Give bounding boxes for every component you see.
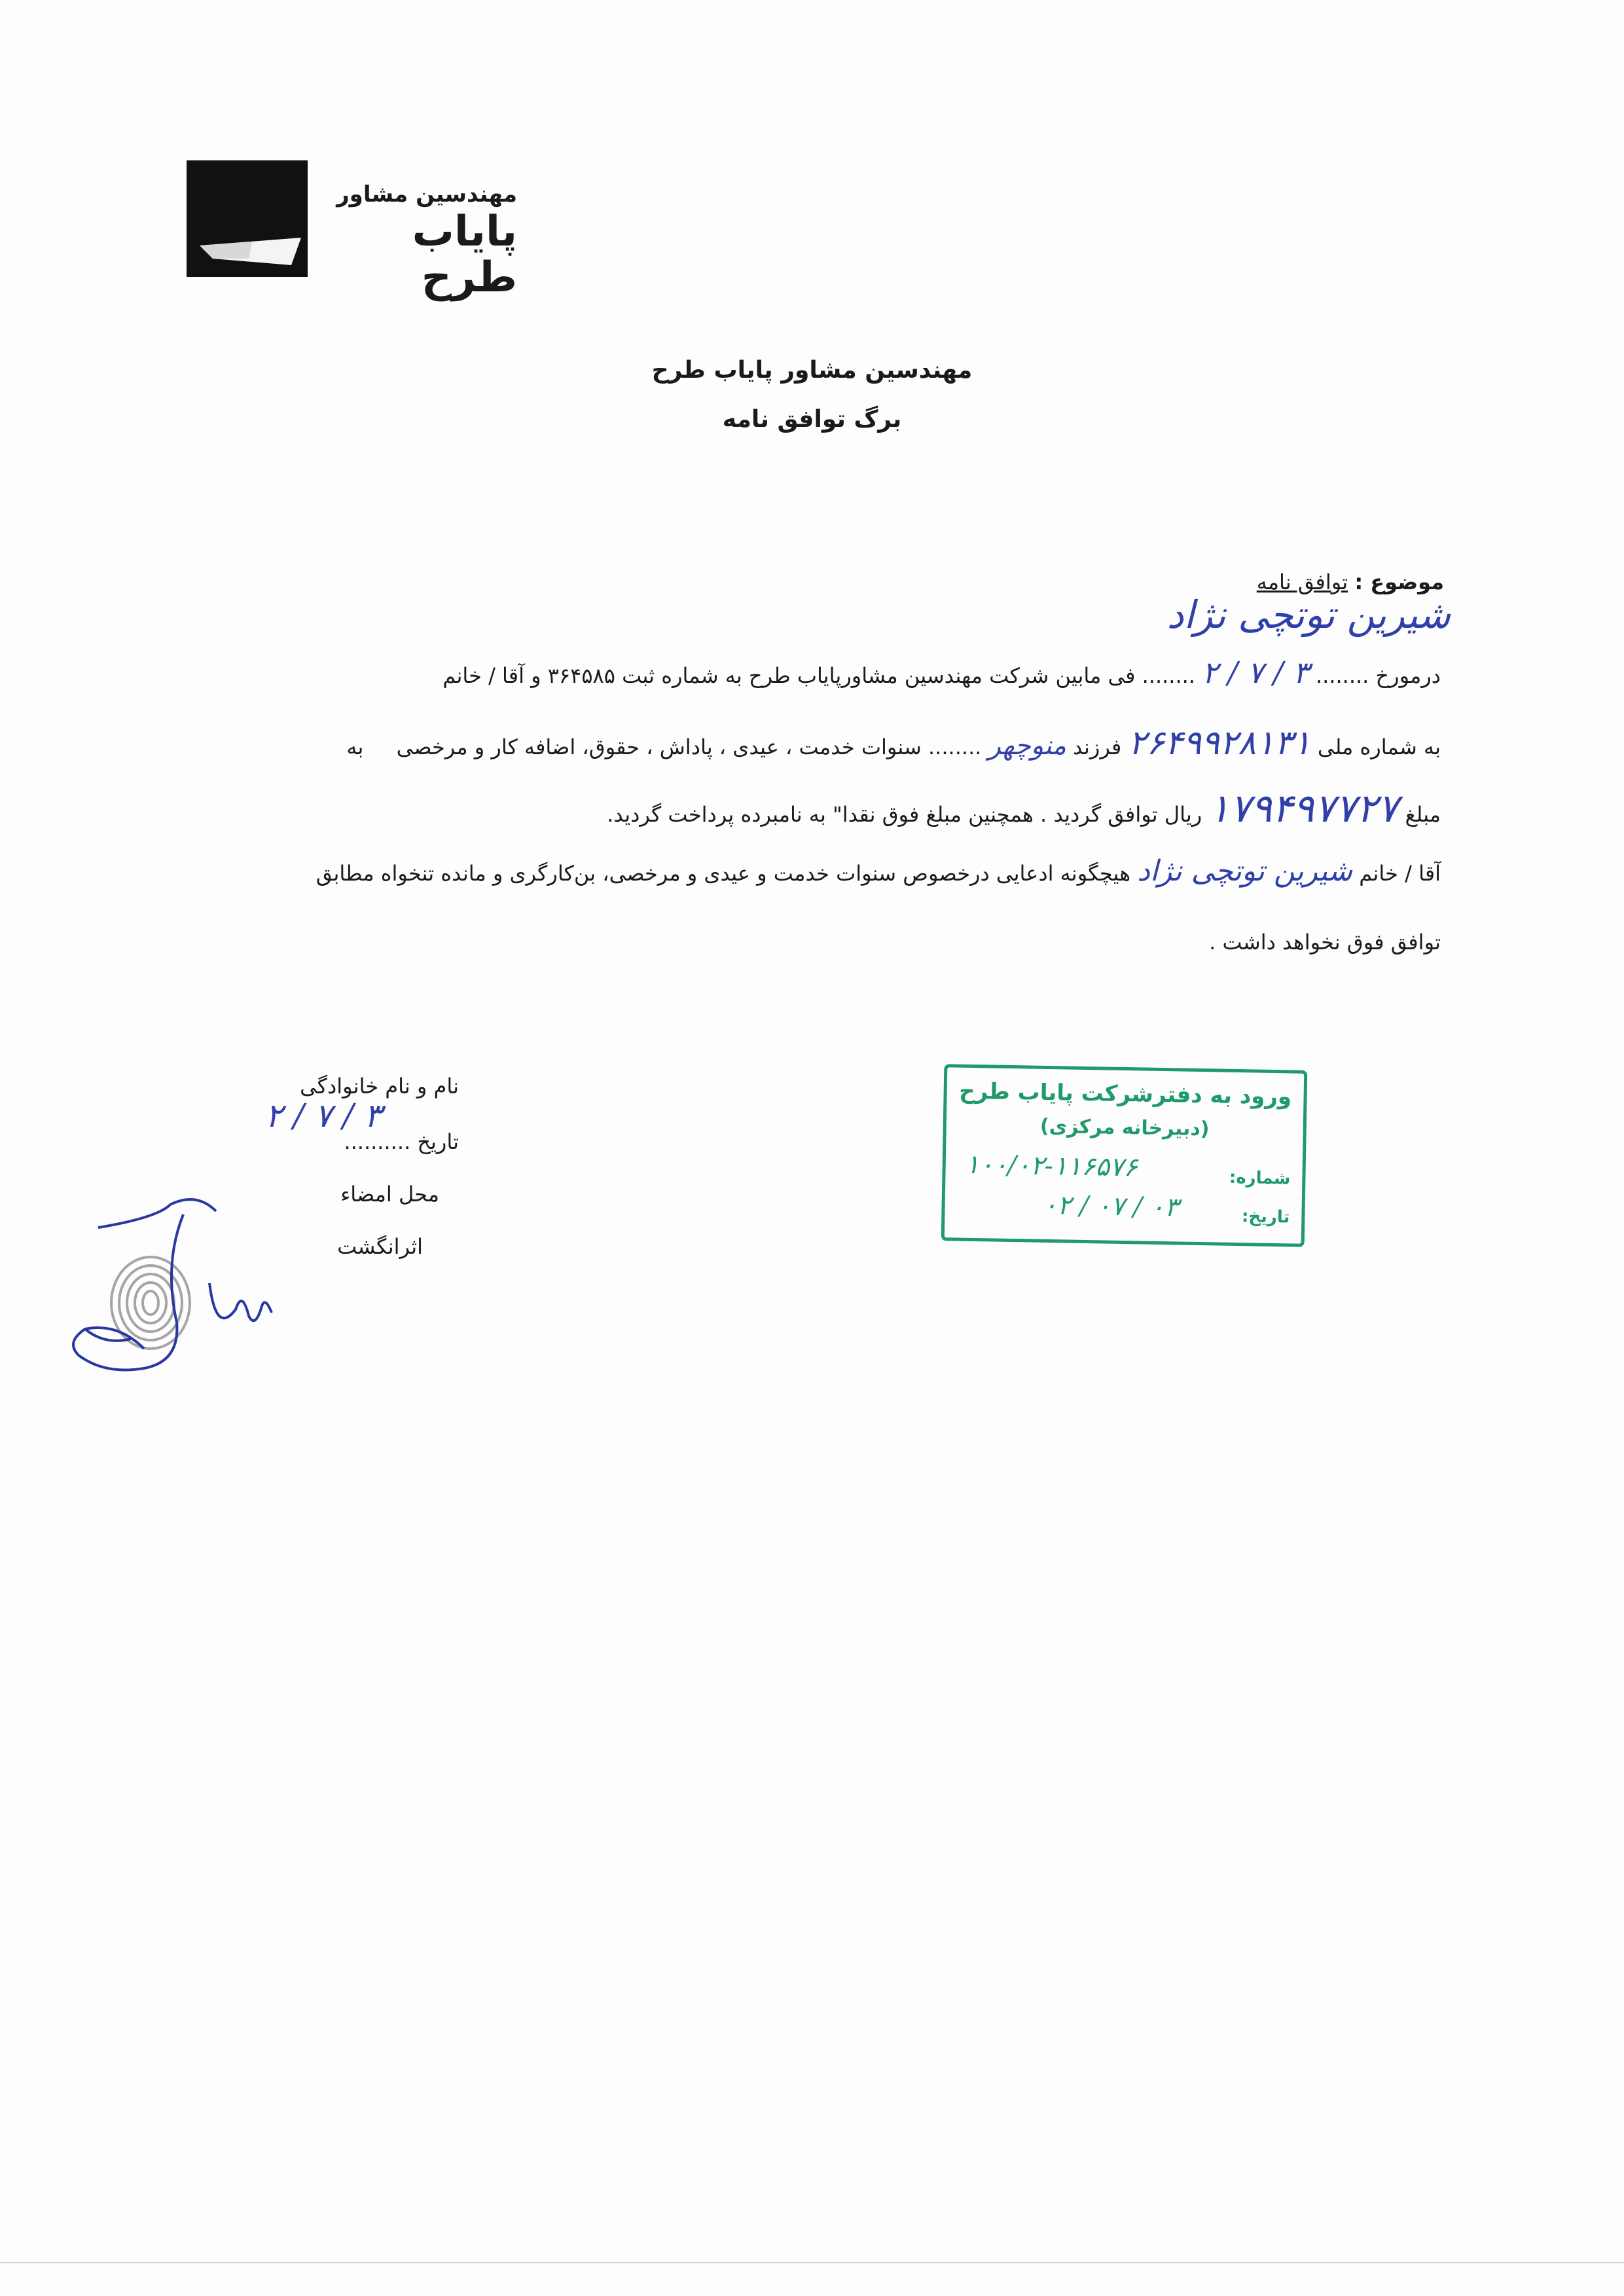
stamp-number-label: شماره: <box>1229 1167 1291 1189</box>
handwritten-father-name: منوچهر <box>988 731 1066 761</box>
line3-text: ریال توافق گردید . همچنین مبلغ فوق نقدا" به نامبرده پرداخت گردید. <box>607 802 1202 827</box>
scan-edge-line <box>0 2262 1624 2263</box>
handwritten-name-2: شیرین توتچی نژاد <box>1137 854 1353 888</box>
logo-line-2: پایاب طرح <box>412 208 517 302</box>
signature-fingerprint-drawing <box>65 1165 281 1394</box>
signature-date-label: تاریخ <box>417 1129 459 1154</box>
handwritten-date-1: ۳ / ۷ / ۲ <box>1202 655 1309 690</box>
line3-prefix: مبلغ <box>1405 802 1441 827</box>
line1-prefix: درمورخ <box>1375 663 1441 688</box>
line2-suffix: به <box>346 735 364 759</box>
line2-prefix: به شماره ملی <box>1317 735 1441 759</box>
document-subtitle: برگ توافق نامه <box>722 406 902 433</box>
handwritten-national-id: ۲۶۴۹۹۲۸۱۳۱ <box>1128 723 1311 763</box>
line4-text: هیچگونه ادعایی درخصوص سنوات خدمت و عیدی و مرخصی، بن‌کارگری و مانده تنخواه مطابق <box>316 861 1131 886</box>
subject-line <box>1257 570 1444 594</box>
body-line-2 <box>346 723 1441 763</box>
fingerprint-label: اثرانگشت <box>337 1234 423 1259</box>
line1-text: فی مابین شرکت مهندسین مشاورپایاب طرح به شماره ثبت ۳۶۴۵۸۵ و آقا / خانم <box>442 663 1136 688</box>
subject-label: موضوع : <box>1354 570 1444 594</box>
name-label: نام و نام خانوادگی <box>300 1074 459 1099</box>
line1-dots: ........ <box>1315 663 1369 688</box>
body-line-4 <box>316 854 1441 888</box>
sign-place-label: محل امضاء <box>340 1182 439 1207</box>
registry-stamp <box>941 1064 1308 1247</box>
company-logo-mark <box>187 160 308 277</box>
stamp-date-value: ۰۳ / ۰۷ / ۰۲ <box>1043 1190 1179 1223</box>
line2-child: فرزند <box>1073 735 1122 759</box>
handwritten-signature-date: ۳ / ۷ / ۲ <box>265 1097 382 1135</box>
subject-value: توافق نامه <box>1256 570 1348 594</box>
line4-prefix: آقا / خانم <box>1359 861 1441 886</box>
company-logo-text <box>321 180 517 301</box>
logo-line-1: مهندسین مشاور <box>336 181 517 208</box>
stamp-subtitle: (دبیرخانه مرکزی) <box>1039 1114 1210 1141</box>
line2-dots: ........ <box>928 735 982 759</box>
body-line-3 <box>607 786 1441 831</box>
stamp-number-value: ۱۰۰/۰۲-۱۱۶۵۷۶ <box>965 1149 1138 1183</box>
body-line-1 <box>442 655 1441 690</box>
stamp-date-label: تاریخ: <box>1241 1207 1290 1228</box>
handwritten-employee-name: شیرین توتچی نژاد <box>1166 592 1451 637</box>
handwritten-amount: ۱۷۹۴۹۷۷۲۷ <box>1208 786 1399 831</box>
document-title: مهندسین مشاور پایاب طرح <box>651 357 973 384</box>
body-line-5: توافق فوق نخواهد داشت . <box>1209 930 1441 955</box>
signature-date-dots: .......... <box>344 1129 411 1154</box>
line1-dots-2: ........ <box>1142 663 1195 688</box>
stamp-title: ورود به دفترشرکت پایاب طرح <box>958 1078 1292 1110</box>
line2-text: سنوات خدمت ، عیدی ، پاداش ، حقوق، اضافه کار و مرخصی <box>396 735 922 759</box>
